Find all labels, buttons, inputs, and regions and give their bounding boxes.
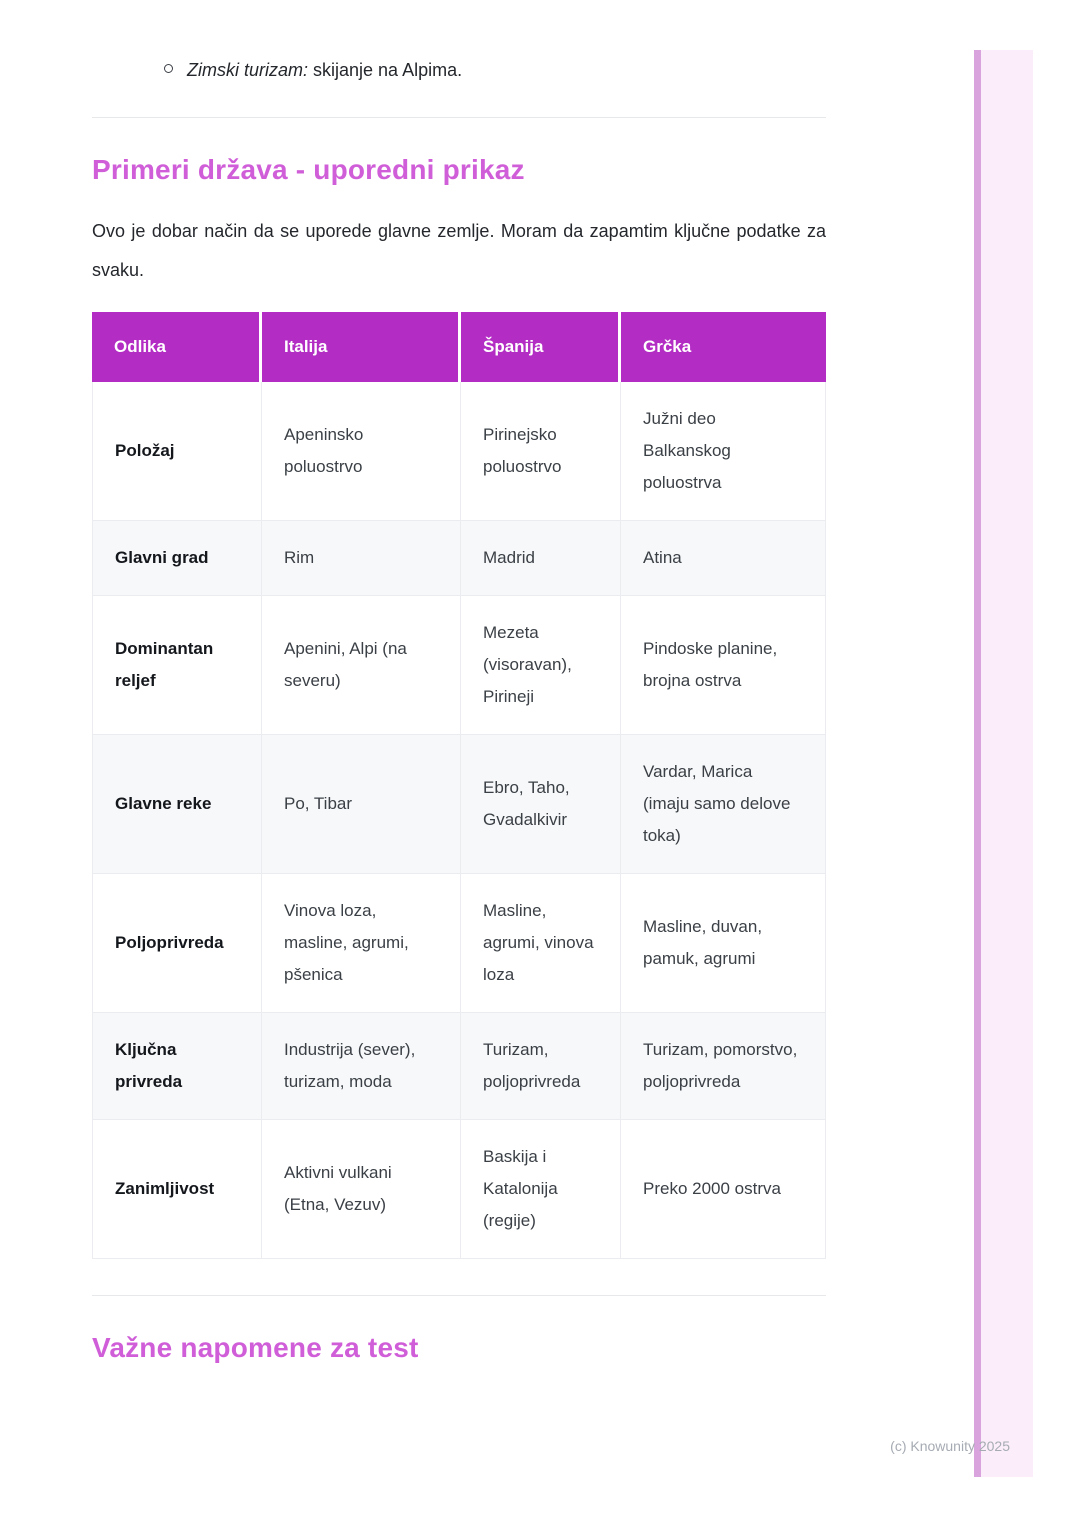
table-cell: Ebro, Taho, Gvadalkivir (461, 735, 621, 874)
table-cell: Apenini, Alpi (na severu) (262, 596, 461, 735)
table-cell: Pirinejsko poluostrvo (461, 382, 621, 521)
table-cell: Po, Tibar (262, 735, 461, 874)
row-label: Poljoprivreda (92, 874, 262, 1013)
header-cell-italija: Italija (262, 312, 461, 382)
table-cell: Preko 2000 ostrva (621, 1120, 826, 1259)
document-page (92, 0, 826, 1366)
row-label: Položaj (92, 382, 262, 521)
table-row (92, 735, 826, 874)
side-accent-band (981, 50, 1033, 1477)
section-title-compare: Primeri država - uporedni prikaz (92, 154, 525, 185)
row-label: Glavni grad (92, 521, 262, 596)
footer-copyright: (c) Knowunity 2025 (890, 1438, 1010, 1454)
table-cell: Madrid (461, 521, 621, 596)
intro-paragraph: Ovo je dobar način da se uporede glavne zemlje. Moram da zapamtim ključne podatke za svaku. (92, 221, 826, 280)
side-accent-line (974, 50, 981, 1477)
section-title-notes: Važne napomene za test (92, 1332, 419, 1363)
table-cell: Južni deo Balkanskog poluostrva (621, 382, 826, 521)
table-header-row (92, 312, 826, 382)
divider (92, 117, 826, 118)
table-cell: Apeninsko poluostrvo (262, 382, 461, 521)
header-cell-odlika: Odlika (92, 312, 262, 382)
row-label: Zanimljivost (92, 1120, 262, 1259)
table-row (92, 1120, 826, 1259)
circle-bullet-icon (164, 64, 173, 73)
table-cell: Baskija i Katalonija (regije) (461, 1120, 621, 1259)
list-item-lead: Zimski turizam: (187, 60, 308, 80)
row-label: Dominantan reljef (92, 596, 262, 735)
table-cell: Aktivni vulkani (Etna, Vezuv) (262, 1120, 461, 1259)
table-row (92, 874, 826, 1013)
divider (92, 1295, 826, 1296)
table-cell: Atina (621, 521, 826, 596)
row-label: Glavne reke (92, 735, 262, 874)
header-cell-grcka: Grčka (621, 312, 826, 382)
list-item-winter-tourism (92, 58, 826, 82)
row-label: Ključna privreda (92, 1013, 262, 1120)
table-row (92, 382, 826, 521)
table-cell: Mezeta (visoravan), Pirineji (461, 596, 621, 735)
table-cell: Pindoske planine, brojna ostrva (621, 596, 826, 735)
table-row (92, 1013, 826, 1120)
table-row (92, 596, 826, 735)
table-cell: Vardar, Marica (imaju samo delove toka) (621, 735, 826, 874)
table-cell: Rim (262, 521, 461, 596)
table-cell: Turizam, poljoprivreda (461, 1013, 621, 1120)
table-cell: Vinova loza, masline, agrumi, pšenica (262, 874, 461, 1013)
table-cell: Masline, agrumi, vinova loza (461, 874, 621, 1013)
table-cell: Turizam, pomorstvo, poljoprivreda (621, 1013, 826, 1120)
table-row (92, 521, 826, 596)
header-cell-spanija: Španija (461, 312, 621, 382)
country-comparison-table (92, 312, 826, 1259)
list-item-text: skijanje na Alpima. (313, 60, 463, 80)
table-cell: Masline, duvan, pamuk, agrumi (621, 874, 826, 1013)
table-cell: Industrija (sever), turizam, moda (262, 1013, 461, 1120)
